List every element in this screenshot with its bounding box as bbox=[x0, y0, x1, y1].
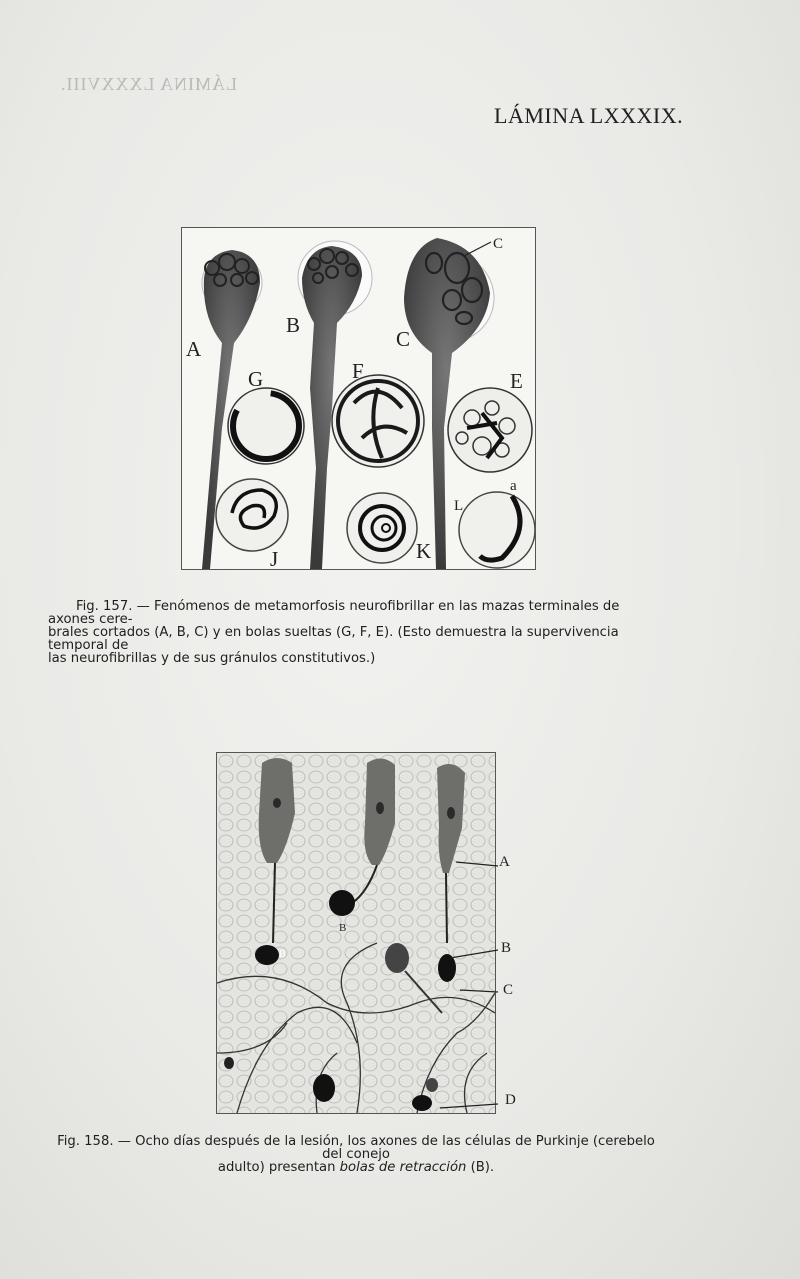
caption-158-line-2a: adulto) presentan bbox=[217, 1160, 340, 1175]
caption-158-italic: bolas de retracción bbox=[339, 1160, 467, 1175]
caption-158-line-1: Fig. 158. — Ocho días después de la lesión, los axones de las células de Purkinje (cerebelo del conejo bbox=[57, 1134, 655, 1162]
ball-g bbox=[228, 388, 304, 464]
label-a-small: a bbox=[510, 478, 517, 494]
label-158-d: D bbox=[505, 1092, 516, 1108]
bleed-through-heading: LÁMINA LXXXVIII. bbox=[60, 74, 237, 94]
label-158-b: B bbox=[501, 940, 512, 956]
label-l: L bbox=[454, 498, 464, 514]
caption-figure-158 bbox=[46, 1135, 666, 1174]
caption-157-line-1: Fig. 157. — Fenómenos de metamorfosis neurofibrillar en las mazas terminales de axones cere- bbox=[48, 599, 620, 627]
label-k: K bbox=[416, 539, 432, 563]
ball-j bbox=[216, 479, 288, 551]
plate-title: LÁMINA LXXXIX. bbox=[494, 103, 684, 128]
label-a: A bbox=[186, 337, 202, 361]
ball-e bbox=[448, 388, 532, 472]
caption-157-line-2: brales cortados (A, B, C) y en bolas sueltas (G, F, E). (Esto demuestra la supervivencia temporal de bbox=[48, 625, 619, 653]
ball-l bbox=[459, 492, 535, 568]
label-j: J bbox=[270, 547, 279, 569]
label-c: C bbox=[396, 327, 411, 351]
label-158-a: A bbox=[499, 854, 510, 870]
label-g: G bbox=[248, 367, 264, 391]
label-f: F bbox=[352, 359, 364, 383]
label-e: E bbox=[510, 369, 523, 393]
caption-figure-157 bbox=[48, 600, 668, 665]
label-b-inner-1: B bbox=[279, 949, 286, 960]
ball-k bbox=[347, 493, 417, 563]
label-b-inner-2: B bbox=[339, 922, 347, 934]
figure-157-illustration bbox=[181, 227, 536, 570]
ball-f bbox=[332, 375, 424, 467]
label-158-c: C bbox=[503, 982, 514, 998]
figure-158-leaders bbox=[440, 850, 520, 1110]
label-c-top: C bbox=[493, 236, 504, 252]
label-b: B bbox=[286, 313, 301, 337]
caption-157-line-3: las neurofibrillas y de sus gránulos constitutivos.) bbox=[48, 651, 376, 666]
caption-158-line-2b: (B). bbox=[466, 1160, 495, 1175]
